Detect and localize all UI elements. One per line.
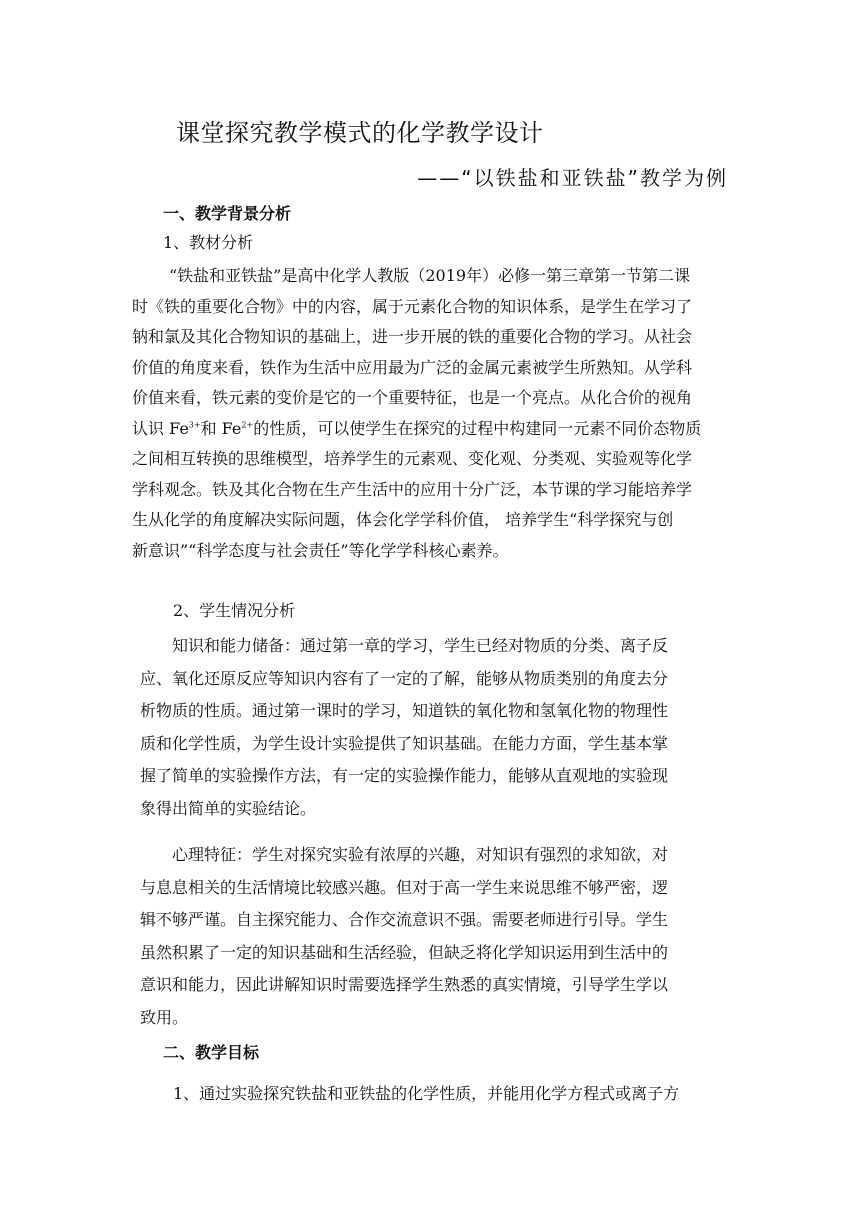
text-fragment: 和 Fe — [200, 418, 242, 438]
section-heading-background: 一、教学背景分析 — [163, 204, 292, 223]
superscript-charge: 3+ — [188, 420, 201, 430]
text-line: 之间相互转换的思维模型，培养学生的元素观、变化观、分类观、实验观等化学 — [132, 449, 693, 468]
text-line: 心理特征：学生对探究实验有浓厚的兴趣，对知识有强烈的求知欲，对 — [172, 845, 669, 864]
text-line: 知识和能力储备：通过第一章的学习，学生已经对物质的分类、离子反 — [172, 636, 669, 655]
document-title: 课堂探究教学模式的化学教学设计 — [176, 119, 544, 147]
text-line: 意识和能力，因此讲解知识时需要选择学生熟悉的真实情境，引导学生学以 — [140, 975, 669, 994]
text-line: 应、氧化还原反应等知识内容有了一定的了解，能够从物质类别的角度去分 — [140, 668, 669, 688]
text-fragment: 认识 Fe — [132, 418, 189, 438]
text-line: 象得出简单的实验结论。 — [140, 798, 317, 818]
text-line: “铁盐和亚铁盐”是高中化学人教版（2019年）必修一第三章第一节第二课 — [169, 266, 691, 285]
text-line-ions — [132, 414, 732, 445]
text-line: 钠和氯及其化合物知识的基础上，进一步开展的铁的重要化合物的学习。从社会 — [132, 327, 693, 346]
text-line: 握了简单的实验操作方法，有一定的实验操作能力，能够从直观地的实验现 — [140, 766, 669, 785]
subsection-heading-students: 2、学生情况分析 — [173, 601, 296, 620]
subsection-heading-textbook: 1、教材分析 — [163, 233, 254, 252]
text-line: 学科观念。铁及其化合物在生产生活中的应用十分广泛，本节课的学习能培养学 — [132, 479, 693, 499]
document-subtitle: ——“以铁盐和亚铁盐”教学为例 — [417, 166, 728, 190]
text-line: 生从化学的角度解决实际问题，体会化学学科价值， 培养学生“科学探究与创 — [132, 510, 674, 529]
text-line: 价值的角度来看，铁作为生活中应用最为广泛的金属元素被学生所熟知。从学科 — [132, 357, 693, 377]
text-line: 价值来看，铁元素的变价是它的一个重要特征，也是一个亮点。从化合价的视角 — [132, 388, 693, 407]
section-heading-objectives: 二、教学目标 — [163, 1043, 260, 1062]
text-line: 新意识”“科学态度与社会责任”等化学学科核心素养。 — [132, 540, 509, 560]
text-line: 与息息相关的生活情境比较感兴趣。但对于高一学生来说思维不够严密，逻 — [140, 877, 669, 897]
text-line: 辑不够严谨。自主探究能力、合作交流意识不强。需要老师进行引导。学生 — [140, 910, 669, 929]
text-line: 析物质的性质。通过第一课时的学习，知道铁的氧化物和氢氧化物的物理性 — [140, 701, 669, 720]
text-fragment: 的性质，可以使学生在探究的过程中构建同一元素不同价态物质 — [253, 418, 702, 438]
text-line: 虽然积累了一定的知识基础和生活经验，但缺乏将化学知识运用到生活中的 — [140, 942, 669, 962]
paragraph-textbook-analysis — [132, 261, 732, 566]
superscript-charge: 2+ — [241, 420, 254, 430]
paragraph-knowledge-ability — [140, 630, 720, 825]
text-line: 时《铁的重要化合物》中的内容，属于元素化合物的知识体系，是学生在学习了 — [132, 296, 693, 316]
text-line: 1、通过实验探究铁盐和亚铁盐的化学性质，并能用化学方程式或离子方 — [173, 1084, 680, 1103]
paragraph-objective-1 — [173, 1079, 733, 1109]
text-line: 质和化学性质，为学生设计实验提供了知识基础。在能力方面，学生基本掌 — [140, 733, 669, 753]
paragraph-psychology — [140, 839, 720, 1034]
text-line: 致用。 — [140, 1007, 189, 1027]
